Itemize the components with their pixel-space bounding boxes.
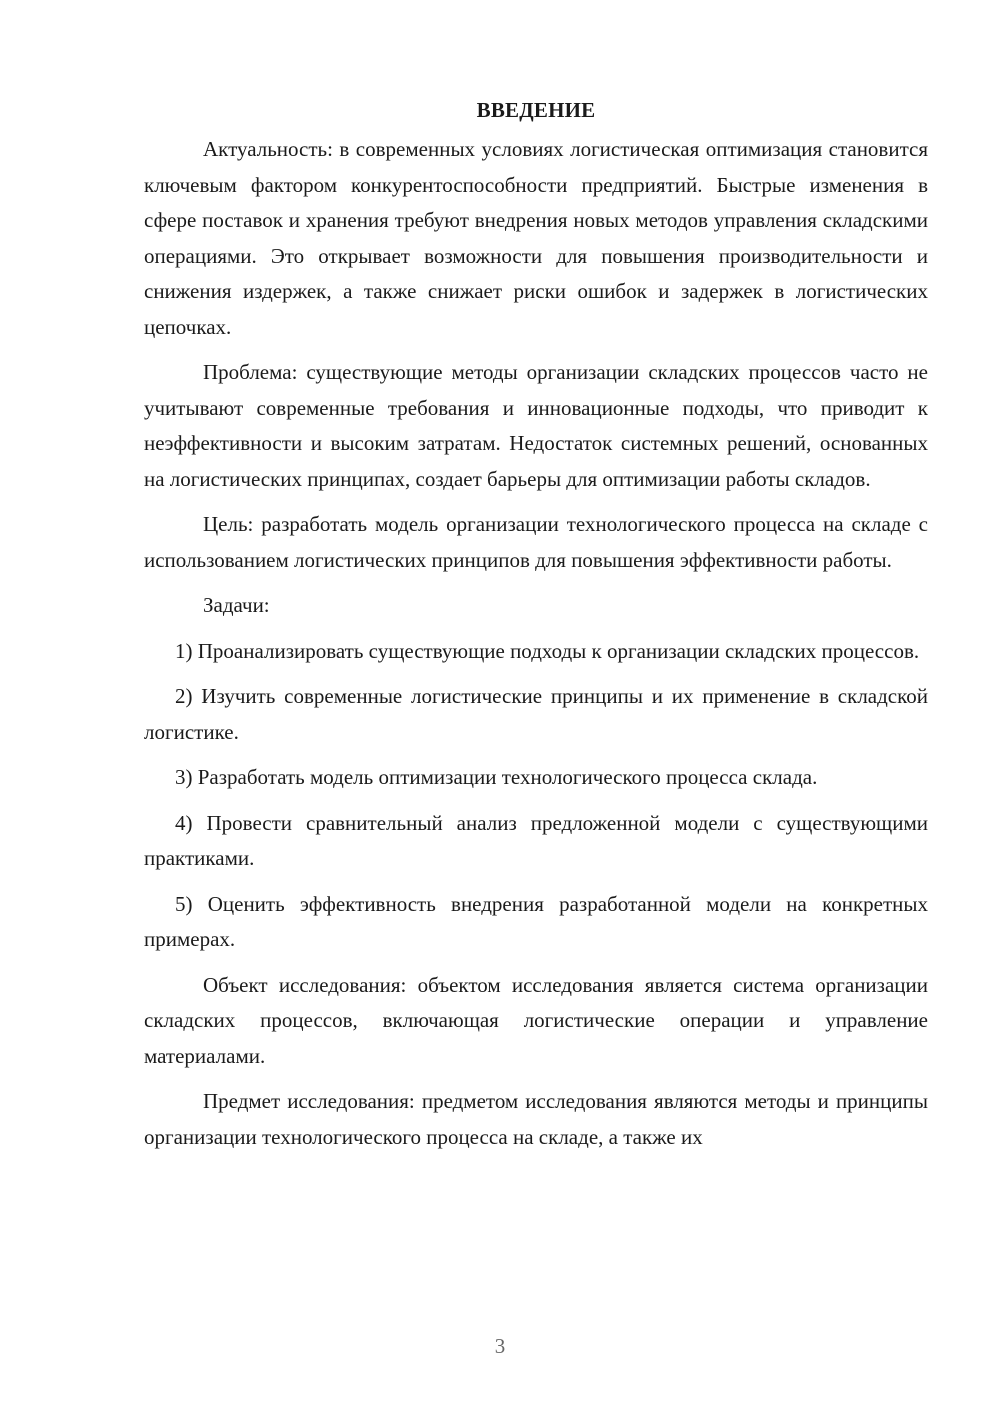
tasks-label: Задачи: [203,593,270,617]
object-paragraph: Объект исследования: объектом исследования является система организации складских процессов, включающая логистические операции и управление материалами. [144,972,928,1068]
page-heading: ВВЕДЕНИЕ [476,98,596,122]
list-item: 5) Оценить эффективность внедрения разработанной модели на конкретных примерах. [144,891,928,951]
page-content [144,92,928,1155]
tasks-list [144,634,928,958]
page-number: 3 [494,1334,506,1358]
list-item: 2) Изучить современные логистические принципы и их применение в складской логистике. [144,684,928,744]
subject-paragraph: Предмет исследования: предметом исследования являются методы и принципы организации технологического процесса на складе, а также их [144,1089,928,1149]
list-item: 1) Проанализировать существующие подходы к организации складских процессов. [175,638,920,663]
list-item: 3) Разработать модель оптимизации технологического процесса склада. [175,765,818,789]
relevance-paragraph: Актуальность: в современных условиях логистическая оптимизация становится ключевым фактором конкурентоспособности предприятий. Быстрые изменения в сфере поставок и хранения требуют внедрения новых методов управления складскими операциями. Это открывает возможности для повышения производительности и снижения издержек, а также снижает риски ошибок и задержек в логистических цепочках. [144,137,928,339]
problem-paragraph: Проблема: существующие методы организации складских процессов часто не учитывают современные требования и инновационные подходы, что приводит к неэффективности и высоким затратам. Недостаток системных решений, основанных на логистических принципах, создает барьеры для оптимизации работы складов. [144,360,928,491]
list-item: 4) Провести сравнительный анализ предложенной модели с существующими практиками. [144,810,928,870]
goal-paragraph: Цель: разработать модель организации технологического процесса на складе с использованием логистических принципов для повышения эффективности работы. [144,512,928,572]
